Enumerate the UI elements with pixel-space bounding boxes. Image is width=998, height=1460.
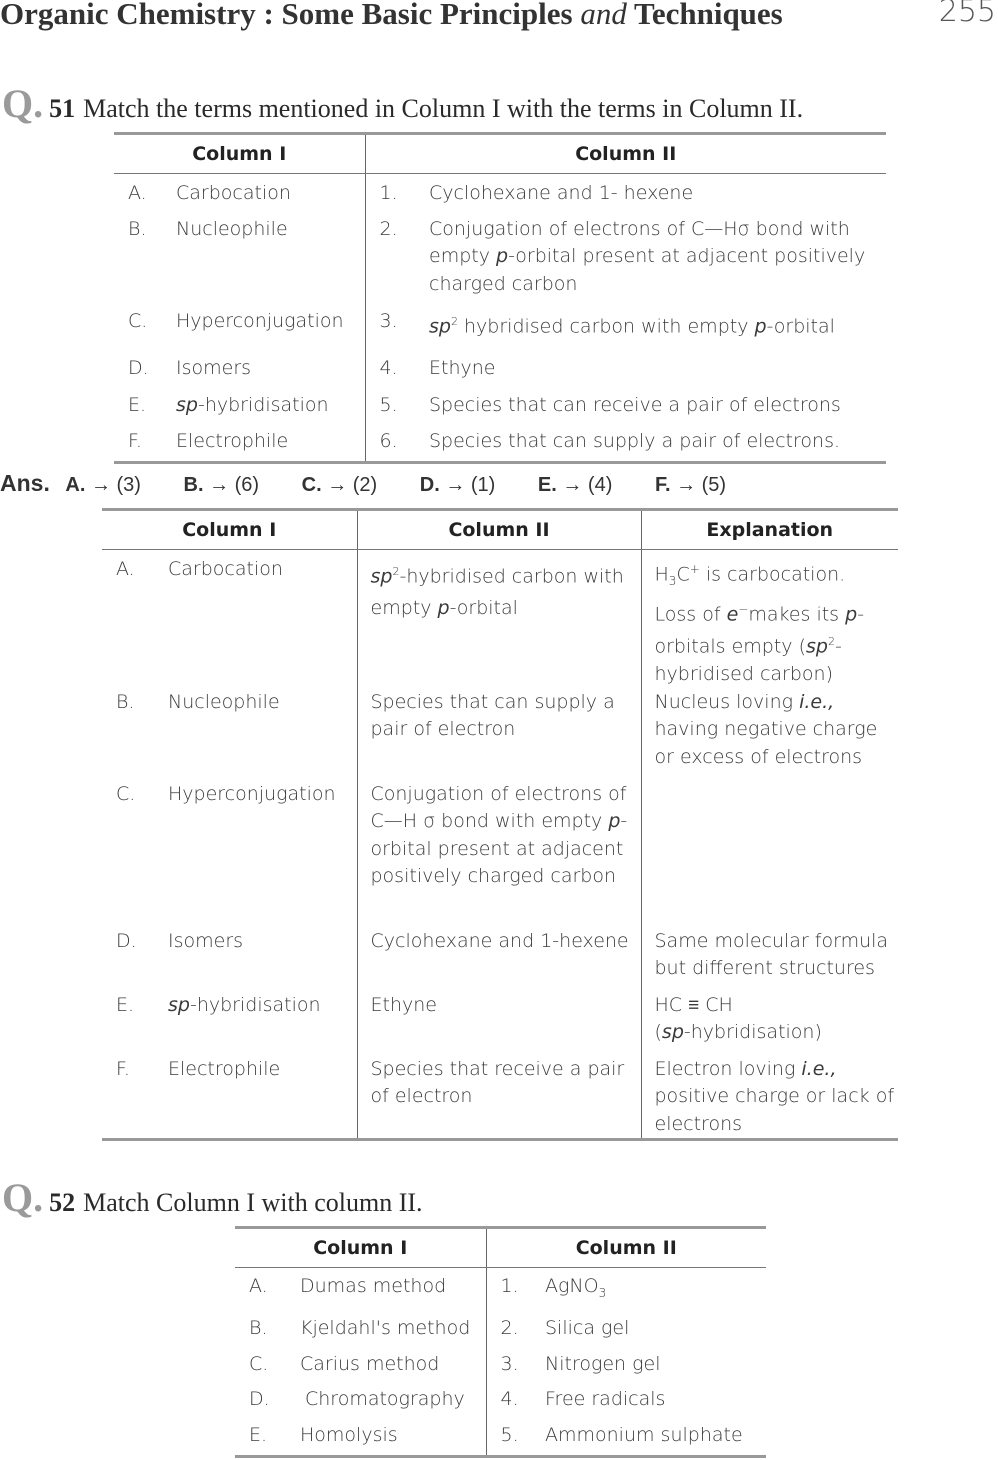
question-51-heading: Q. 51 Match the terms mentioned in Column I with the terms in Column II.: [2, 81, 804, 126]
q51-match-table: [114, 132, 886, 464]
column-2-header: Column II: [486, 1228, 766, 1268]
explanation-header: Explanation: [641, 510, 898, 550]
table-row: D. Chromatography 4. Free radicals: [235, 1382, 766, 1418]
table-row: B. Nucleophile 2. Conjugation of electrons of C—Hσ bond with empty p-orbital present at adjacent positively charged carbon: [114, 208, 886, 299]
column-2-header: Column II: [357, 510, 641, 550]
column-1-header: Column I: [114, 134, 365, 174]
column-1-header: Column I: [102, 510, 357, 550]
table-row: A. Dumas method 1. AgNO$_3$: [235, 1268, 766, 1312]
table-row: B. Kjeldahl's method 2. Silica gel: [235, 1311, 766, 1347]
table-row: A. Carbocation $sp^2$-hybridised carbon with empty p-orbital $H_3C^+$ is carbocation. Loss of e−makes its p-orbitals empty ($sp^2$-hybridised carbon): [102, 550, 898, 689]
table-row: E. sp-hybridisation 5. Species that can receive a pair of electrons: [114, 382, 886, 420]
table-row: C. Carius method 3. Nitrogen gel: [235, 1347, 766, 1383]
table-row: F. Electrophile 6. Species that can supply a pair of electrons.: [114, 420, 886, 463]
table-row: E. Homolysis 5. Ammonium sulphate: [235, 1418, 766, 1457]
table-row: A. Carbocation 1. Cyclohexane and 1- hexene: [114, 174, 886, 208]
column-1-header: Column I: [235, 1228, 486, 1268]
answer-line: Ans. A. → (3) B. → (6) C. → (2) D. → (1) E. → (4) F. → (5): [0, 470, 727, 496]
table-row: F. Electrophile Species that receive a pair of electron Electron loving i.e., positive charge or lack of electrons: [102, 1056, 898, 1140]
table-row: E. sp-hybridisation Ethyne HC ≡ CH (sp-hybridisation): [102, 992, 898, 1056]
answer-pair: B. → (6): [183, 474, 260, 496]
question-52-heading: Q. 52 Match Column I with column II.: [2, 1175, 423, 1220]
answer-pair: C. → (2): [301, 474, 378, 496]
table-row: C. Hyperconjugation Conjugation of electrons of C—H σ bond with empty p-orbital present at adjacent positively charged carbon: [102, 781, 898, 928]
page-number: 255: [938, 0, 996, 29]
q52-match-table: [235, 1226, 766, 1458]
answer-explanation-table: [102, 508, 898, 1141]
answer-pair: E. → (4): [537, 474, 613, 496]
page-title: Organic Chemistry : Some Basic Principles and Techniques: [0, 0, 783, 31]
column-2-header: Column II: [365, 134, 886, 174]
table-row: D. Isomers 4. Ethyne: [114, 341, 886, 383]
answer-pair: D. → (1): [419, 474, 496, 496]
table-row: B. Nucleophile Species that can supply a pair of electron Nucleus loving i.e., having negative charge or excess of electrons: [102, 689, 898, 781]
table-row: C. Hyperconjugation 3. $sp^2$ hybridised carbon with empty p-orbital: [114, 298, 886, 341]
answer-pair: A. → (3): [65, 474, 141, 496]
answer-pair: F. → (5): [654, 474, 727, 496]
table-row: D. Isomers Cyclohexane and 1-hexene Same molecular formula but different structures: [102, 928, 898, 992]
